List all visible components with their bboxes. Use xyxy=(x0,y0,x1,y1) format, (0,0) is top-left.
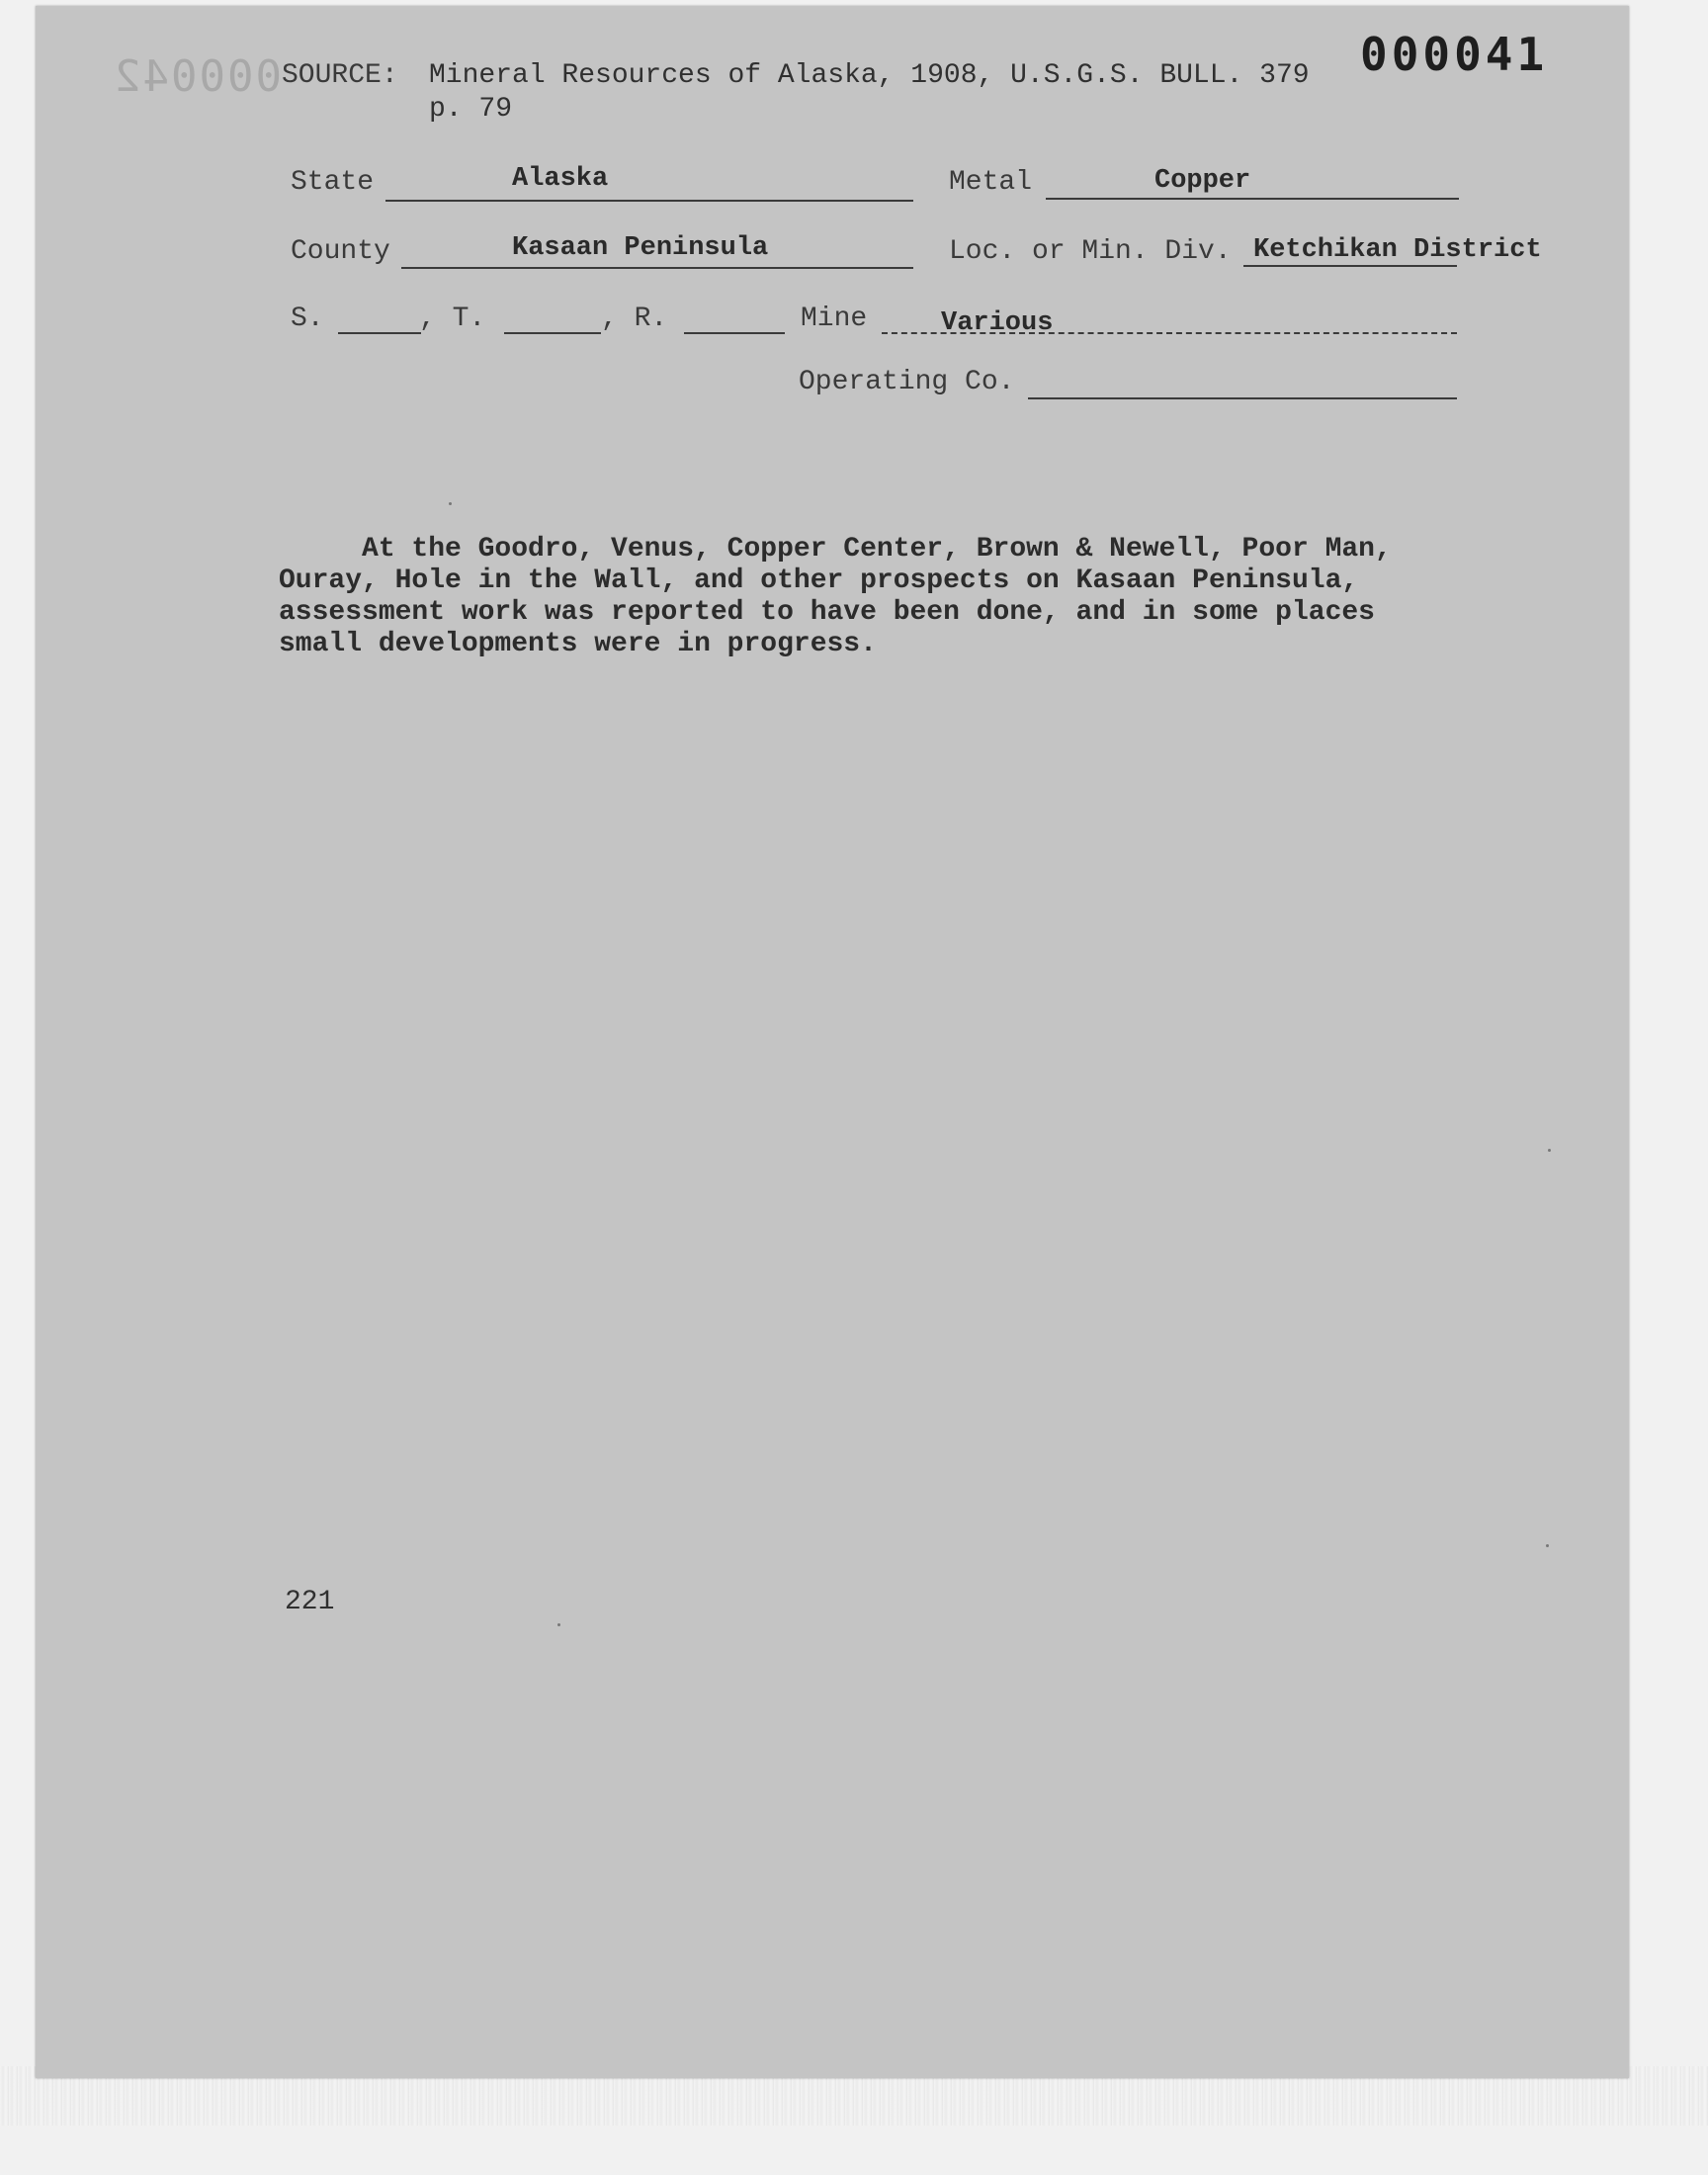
county-label: County xyxy=(291,236,390,267)
source-label: SOURCE: xyxy=(282,60,398,91)
operating-co-label: Operating Co. xyxy=(799,367,1015,397)
county-value: Kasaan Peninsula xyxy=(512,233,769,263)
speck xyxy=(1546,1544,1549,1547)
range-label: , R. xyxy=(601,304,668,334)
operating-co-underline xyxy=(1028,397,1457,399)
section-blank xyxy=(338,332,421,334)
mine-value: Various xyxy=(941,308,1054,338)
description-paragraph: At the Goodro, Venus, Copper Center, Brown & Newell, Poor Man, Ouray, Hole in the Wall, and other prospects on Kasaan Peninsula, assessment work was reported to have been done, and in some places small developments were in progress. xyxy=(279,534,1392,659)
township-label: , T. xyxy=(419,304,486,334)
source-line-1: Mineral Resources of Alaska, 1908, U.S.G.S. BULL. 379 xyxy=(429,60,1310,91)
ghost-stamp-number: 000042 xyxy=(113,51,282,102)
state-value: Alaska xyxy=(512,164,609,194)
loc-underline xyxy=(1243,265,1457,267)
metal-label: Metal xyxy=(949,167,1033,198)
page-number: 221 xyxy=(285,1587,335,1617)
state-underline xyxy=(385,200,913,202)
index-card xyxy=(36,6,1629,2078)
metal-underline xyxy=(1046,198,1459,200)
township-blank xyxy=(504,332,601,334)
mine-label: Mine xyxy=(801,304,868,334)
state-label: State xyxy=(291,167,375,198)
speck xyxy=(557,1623,560,1626)
stamp-number: 000041 xyxy=(1360,28,1549,81)
loc-label: Loc. or Min. Div. xyxy=(949,236,1232,267)
speck xyxy=(1548,1149,1551,1152)
source-line-2: p. 79 xyxy=(429,94,513,125)
speck xyxy=(449,502,452,505)
loc-value: Ketchikan District xyxy=(1253,235,1542,265)
county-underline xyxy=(401,267,913,269)
mine-underline xyxy=(882,332,1457,334)
section-label: S. xyxy=(291,304,324,334)
metal-value: Copper xyxy=(1154,166,1251,196)
range-blank xyxy=(684,332,785,334)
